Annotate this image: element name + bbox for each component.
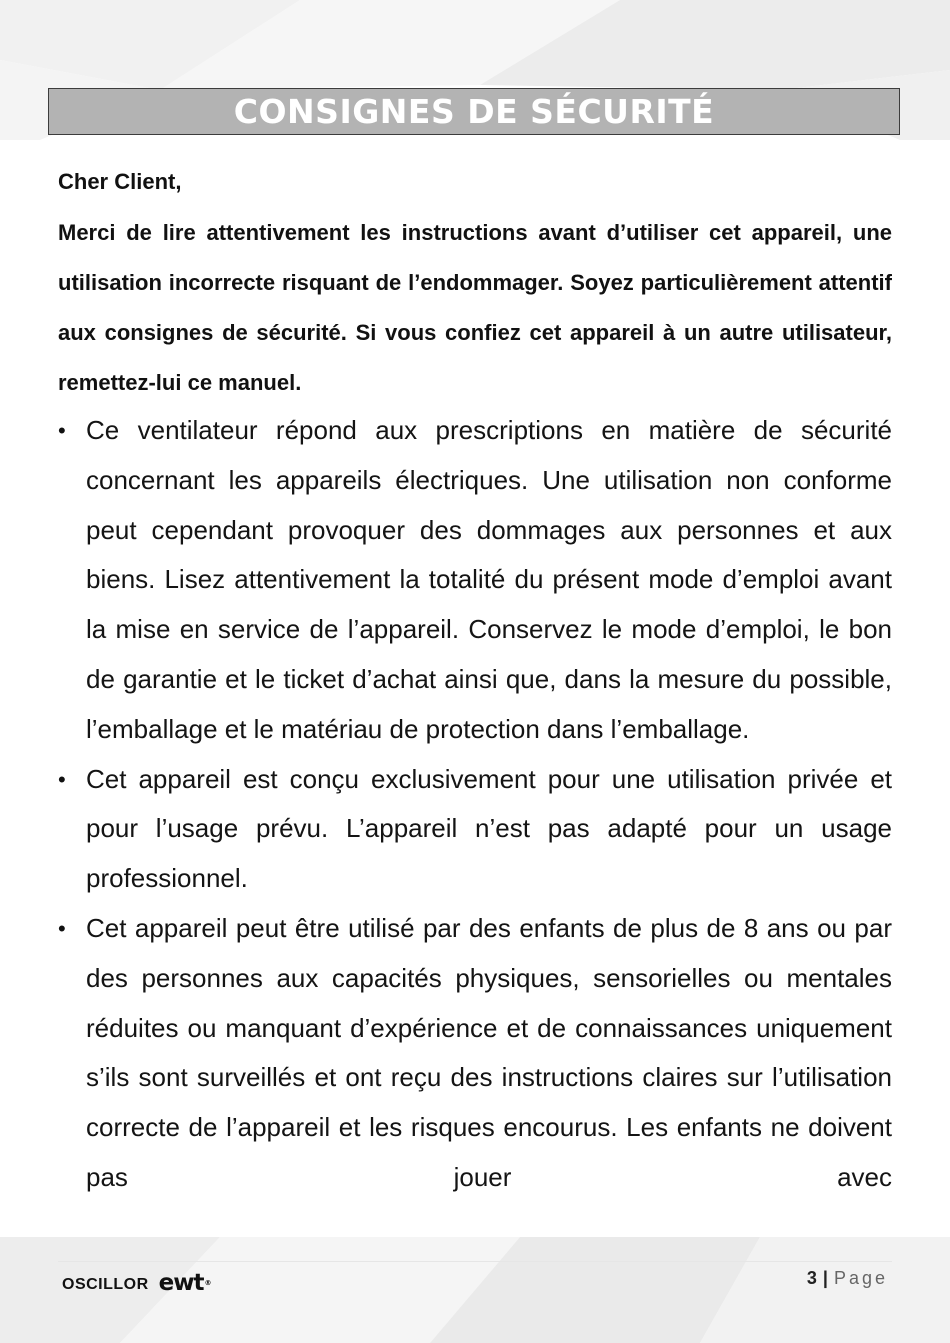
list-item-text: Cet appareil peut être utilisé par des enfants de plus de 8 ans ou par des personnes aux capacités physiques, sensorielles ou mentales réduites ou manquant d’expérience et de connaissances uniquement s’ils sont surveillés et ont reçu des instructions claires sur l’utilisation correcte de l’appareil et les risques encourus. Les enfants ne doivent pas jouer avec [86, 912, 892, 1192]
page-number-separator: | [822, 1268, 828, 1288]
section-title: CONSIGNES DE SÉCURITÉ [233, 92, 715, 131]
list-item [58, 755, 892, 904]
bullet-icon: • [58, 418, 66, 443]
list-item-text: Ce ventilateur répond aux prescriptions en matière de sécurité concernant les appareils électriques. Une utilisation non conforme peut cependant provoquer des dommages aux personnes et aux biens. Lisez attentivement la totalité du présent mode d’emploi avant la mise en service de l’appareil. Conservez le mode d’emploi, le bon de garantie et le ticket d’achat ainsi que, dans la mesure du possible, l’emballage et le matériau de protection dans l’emballage. [86, 415, 892, 744]
ewt-logo [159, 1270, 211, 1296]
page-label: Page [833, 1268, 888, 1288]
salutation: Cher Client, [58, 169, 182, 194]
brand-logo [62, 1270, 211, 1296]
list-item [58, 406, 892, 755]
safety-bullet-list [58, 406, 892, 1203]
page-number-value: 3 [806, 1268, 817, 1288]
page-number [807, 1268, 888, 1289]
registered-mark: ® [204, 1279, 211, 1287]
ewt-logo-text: ewt [158, 1270, 204, 1296]
brand-name: OSCILLOR [62, 1276, 149, 1293]
bullet-icon: • [58, 766, 66, 792]
footer-divider [58, 1261, 892, 1262]
list-item-text: Cet appareil est conçu exclusivement pour une utilisation privée et pour l’usage prévu. L’appareil n’est pas adapté pour un usage professionnel. [86, 763, 892, 894]
bullet-icon: • [58, 915, 66, 941]
section-title-bar [48, 88, 900, 135]
intro-paragraph: Merci de lire attentivement les instructions avant d’utiliser cet appareil, une utilisation incorrecte risquant de l’endommager. Soyez particulièrement attentif aux consignes de sécurité. Si vous confiez cet appareil à un autre utilisateur, remettez-lui ce manuel. [58, 220, 892, 395]
list-item [58, 904, 892, 1203]
